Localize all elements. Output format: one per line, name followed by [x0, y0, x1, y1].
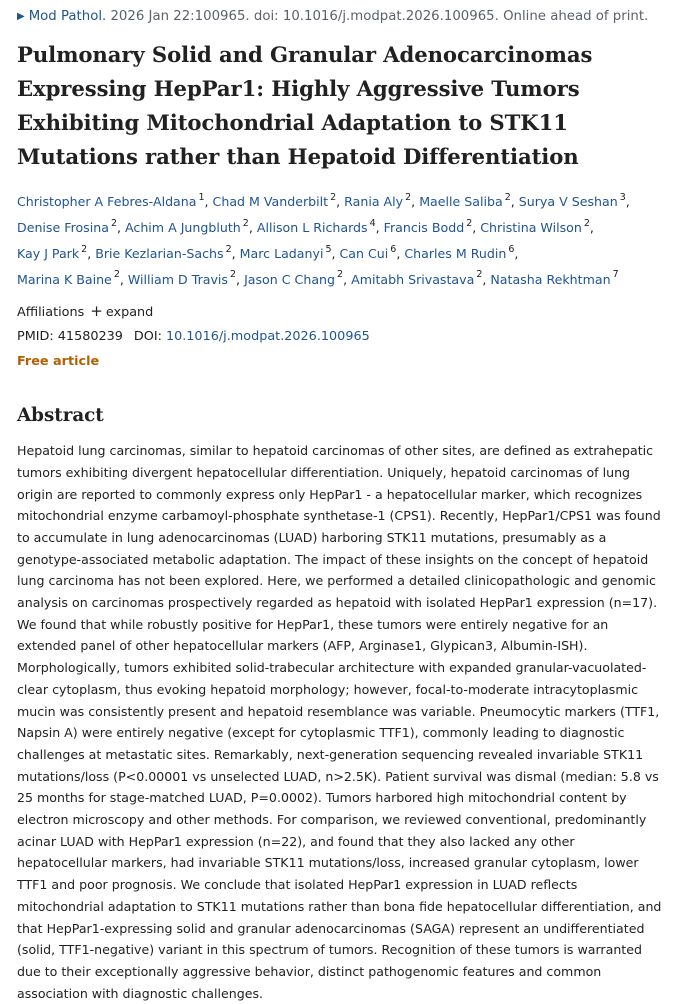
author-item: Chad M Vanderbilt $^2$,: [212, 192, 345, 210]
abstract-text: Hepatoid lung carcinomas, similar to hepatoid carcinomas of other sites, are defined as extrahepatic tumors exhibiting divergent hepatocellular differentiation. Uniquely, hepatoid carcinomas of lung origin are reported to commonly express only HepPar1 - a hepatocellular marker, which recognizes mitochondrial enzyme carbamoyl-phosphate synthetase-1 (CPS1). Recently, HepPar1/CPS1 was found to accumulate in lung adenocarcinomas (LUAD) harboring STK11 mutations, presumably as a genotype-associated metabolic adaptation. The impact of these insights on the concept of hepatoid lung carcinoma has not been explored. Here, we performed a detailed clinicopathologic and genomic analysis on carcinomas prospectively regarded as hepatoid with isolated HepPar1 expression (n=17). We found that while robustly positive for HepPar1, these tumors were entirely negative for an extended panel of other hepatocellular markers (AFP, Arginase1, Glypican3, Albumin-ISH). Morphologically, tumors exhibited solid-trabecular architecture with expanded granular-vacuolated-clear cytoplasm, thus evoking hepatoid morphology; however, focal-to-moderate intracytoplasmic mucin was consistently present and hepatoid resemblance was variable. Pneumocytic markers (TTF1, Napsin A) were entirely negative (except for cytoplasmic TTF1), commonly leading to diagnostic challenges at metastatic sites. Remarkably, next-generation sequencing revealed invariable STK11 mutations/loss (P<0.00001 vs unselected LUAD, n>2.5K). Patient survival was dismal (median: 5.8 vs 25 months for stage-matched LUAD, P=0.0002). Tumors harbored high mitochondrial content by electron microscopy and other methods. For comparison, we reviewed conventional, predominantly acinar LUAD with HepPar1 expression (n=22), and found that they also lacked any other hepatocellular markers, had invariable STK11 mutations/loss, increased granular cytoplasm, lower TTF1 and poor prognosis. We conclude that isolated HepPar1 expression in LUAD reflects mitochondrial adaptation to STK11 mutations rather than bona fide hepatocellular differentiation, and that HepPar1-expressing solid and granular adenocarcinomas (SAGA) represent an undifferentiated (solid, TTF1-negative) variant in this spectrum of tumors. Recognition of these tumors is warranted due to their exceptionally aggressive behavior, distinct pathogenomic features and common association with diagnostic challenges.: [17, 443, 662, 1001]
affiliation-number[interactable]: 4: [369, 217, 376, 229]
author-link[interactable]: Christina Wilson: [480, 219, 582, 235]
author-item: Surya V Seshan $^3$,: [518, 192, 630, 210]
affiliation-number[interactable]: 2: [81, 243, 88, 255]
author-link[interactable]: Denise Frosina: [17, 219, 109, 235]
author-link[interactable]: Chad M Vanderbilt: [212, 194, 329, 210]
journal-link[interactable]: Mod Pathol.: [28, 9, 107, 24]
author-item: Denise Frosina $^2$,: [17, 217, 125, 235]
affiliation-number[interactable]: 2: [242, 217, 249, 229]
author-item: William D Travis $^2$,: [127, 269, 245, 287]
article-title: Pulmonary Solid and Granular Adenocarcinomas Expressing HepPar1: Highly Aggressive Tumors Exhibiting Mitochondrial Adaptation to STK11 Mutations rather than Hepatoid Differentiation: [17, 42, 593, 169]
author-link[interactable]: Francis Bodd: [383, 219, 465, 235]
author-item: Marina K Baine $^2$,: [17, 269, 128, 287]
author-link[interactable]: Brie Kezlarian-Sachs: [95, 245, 224, 261]
affiliation-number[interactable]: 1: [198, 192, 205, 203]
author-link[interactable]: Kay J Park: [17, 245, 80, 261]
author-link[interactable]: Achim A Jungbluth: [125, 219, 241, 235]
author-item: Brie Kezlarian-Sachs $^2$,: [95, 243, 240, 261]
affiliation-number[interactable]: 6: [390, 243, 397, 255]
expand-label: expand: [105, 305, 154, 321]
author-item: Kay J Park $^2$,: [17, 243, 96, 261]
doi-label: DOI:: [133, 329, 162, 345]
pmid-label: PMID:: [17, 329, 54, 345]
expand-button[interactable]: [90, 302, 154, 321]
author-item: [490, 269, 619, 287]
affiliations-toggle[interactable]: [17, 301, 665, 323]
author-link[interactable]: Rania Aly: [344, 194, 404, 210]
author-item: Jason C Chang $^2$,: [244, 269, 352, 287]
affiliation-number[interactable]: 2: [330, 192, 337, 203]
author-link[interactable]: Marina K Baine: [17, 271, 112, 287]
affiliation-number[interactable]: 2: [337, 269, 344, 281]
affiliation-number[interactable]: 6: [508, 243, 515, 255]
author-link[interactable]: Can Cui: [339, 245, 389, 261]
author-link[interactable]: Charles M Rudin: [404, 245, 507, 261]
author-item: Marc Ladanyi $^5$,: [239, 243, 340, 261]
author-item: Christina Wilson $^2$,: [480, 217, 594, 235]
affiliation-number[interactable]: 3: [619, 192, 626, 203]
plus-icon: +: [90, 302, 103, 321]
affiliations-label: Affiliations: [17, 305, 85, 321]
citation-line: [17, 7, 665, 28]
affiliation-number[interactable]: 2: [230, 269, 237, 281]
caret-right-icon: ▶: [17, 11, 25, 22]
author-list: [17, 188, 665, 291]
affiliation-number[interactable]: 2: [405, 192, 412, 203]
affiliation-number[interactable]: 2: [110, 217, 117, 229]
affiliation-number[interactable]: 2: [113, 269, 120, 281]
citation-details: 2026 Jan 22:100965. doi: 10.1016/j.modpat.2026.100965. Online ahead of print.: [106, 9, 649, 24]
author-item: Allison L Richards $^4$,: [256, 217, 384, 235]
abstract-heading: Abstract: [17, 405, 104, 427]
affiliation-number[interactable]: 7: [612, 269, 619, 281]
affiliation-number[interactable]: 2: [504, 192, 511, 203]
affiliation-number[interactable]: 2: [225, 243, 232, 255]
affiliation-number[interactable]: 2: [476, 269, 483, 281]
free-article-badge: Free article: [17, 354, 100, 370]
author-link[interactable]: Marc Ladanyi: [239, 245, 324, 261]
author-link[interactable]: Surya V Seshan: [518, 194, 618, 210]
pmid-value: 41580239: [57, 329, 123, 345]
author-link[interactable]: William D Travis: [127, 271, 228, 287]
author-link[interactable]: Amitabh Srivastava: [351, 271, 475, 287]
author-link[interactable]: Natasha Rekhtman: [490, 271, 611, 287]
affiliation-number[interactable]: 2: [466, 217, 473, 229]
author-item: Can Cui $^6$,: [339, 243, 405, 261]
author-link[interactable]: Maelle Saliba: [419, 194, 503, 210]
author-item: Maelle Saliba $^2$,: [419, 192, 519, 210]
author-item: Achim A Jungbluth $^2$,: [125, 217, 257, 235]
affiliation-number[interactable]: 5: [325, 243, 332, 255]
author-item: Amitabh Srivastava $^2$,: [351, 269, 491, 287]
identifiers: [17, 327, 665, 347]
author-item: Charles M Rudin $^6$,: [404, 243, 519, 261]
author-item: Rania Aly $^2$,: [344, 192, 420, 210]
doi-link[interactable]: 10.1016/j.modpat.2026.100965: [165, 329, 370, 345]
author-link[interactable]: Christopher A Febres-Aldana: [17, 194, 197, 210]
affiliation-number[interactable]: 2: [583, 217, 590, 229]
author-link[interactable]: Jason C Chang: [244, 271, 336, 287]
author-item: Christopher A Febres-Aldana $^1$,: [17, 192, 213, 210]
author-link[interactable]: Allison L Richards: [256, 219, 368, 235]
author-item: Francis Bodd $^2$,: [383, 217, 481, 235]
